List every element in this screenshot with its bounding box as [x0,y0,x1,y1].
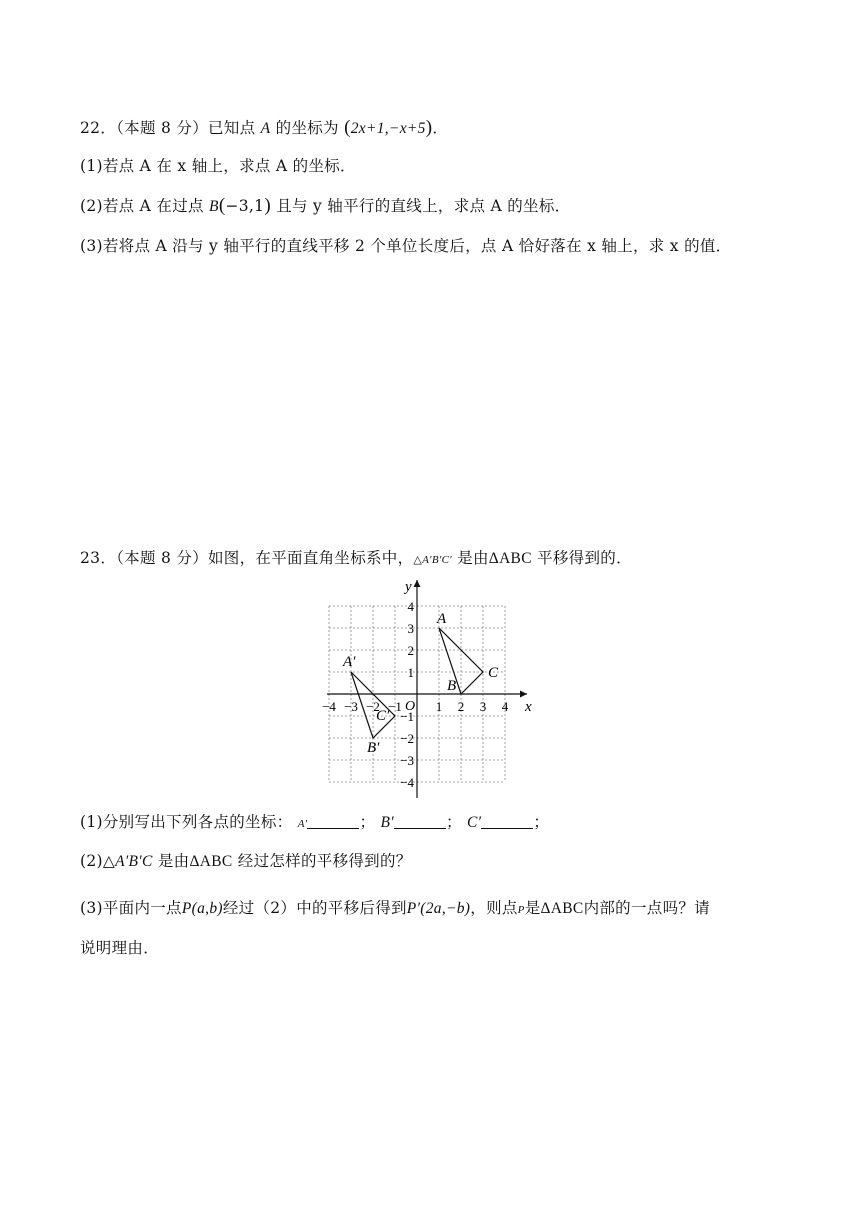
q23-part1-b-label: B′ [380,814,394,831]
q22-part2: (2)若点 A 在过点 B(−3,1) 且与 y 轴平行的直线上，求点 A 的坐标． [80,195,571,216]
triangles [342,611,499,756]
y-tick-label: −2 [400,731,414,746]
vertex-label: B′ [367,740,380,756]
x-axis-label: x [525,699,532,715]
x-tick-label: −1 [388,699,402,714]
vertex-label: A′ [343,654,356,670]
answer-blank-c[interactable] [481,814,533,829]
vertex-label: B [447,678,457,694]
q22-header: 22．（本题 8 分）已知点 A 的坐标为 (2x+1,−x+5)． [80,117,449,138]
x-tick-label: 1 [435,699,443,714]
y-axis-label: y [405,579,412,595]
x-tick-label: −3 [344,699,358,714]
q23-part2-triangle-prime: △A′B′C [102,853,153,870]
q23-part3-continued: 说明理由． [80,939,160,957]
y-tick-label: −4 [400,775,414,790]
q22-part3: (3)若将点 A 沿与 y 轴平行的直线平移 2 个单位长度后，点 A 恰好落在 x 轴上，求 x 的值． [80,237,732,255]
q23-part3-point-p-small: P [517,904,525,916]
x-tick-label: 2 [457,699,465,714]
q23-part1-a-label: A′ [297,818,308,830]
x-tick-label: −2 [366,699,380,714]
q22-part1: (1)若点 A 在 x 轴上，求点 A 的坐标． [80,157,356,175]
q22-coord-text: 的坐标为 [275,119,339,137]
q23-part3-text-b: 经过（2）中的平移后得到 [222,899,407,917]
x-tick-label: 4 [501,699,509,714]
q23-sep-1: ； [359,813,376,831]
vertex-label: C′ [376,708,390,724]
q23-part2-text-c: 经过怎样的平移得到的？ [237,852,412,870]
y-tick-label: 4 [407,599,414,614]
q22-part2-text-b: 且与 y 轴平行的直线上，求点 A 的坐标． [276,197,571,215]
q23-part3-point-p-prime: P′(2a,−b) [406,900,471,917]
q23-part3-triangle: ΔABC [540,900,584,917]
x-axis-arrow [520,691,527,698]
q23-part3-text-c: ，则点 [470,899,518,917]
coordinate-figure [322,576,542,804]
y-axis-arrow [414,580,421,587]
answer-blank-b[interactable] [394,814,446,829]
q23-part2-triangle: ΔABC [189,853,233,870]
q23-header-text-b: 是由 [457,549,489,567]
y-tick-label: −3 [400,753,414,768]
q23-part1-text: (1)分别写出下列各点的坐标： [80,813,293,831]
y-tick-label: 1 [407,665,414,680]
y-tick-label: 2 [407,643,414,658]
y-tick-label: 3 [407,621,414,636]
q23-header-triangle-prime: △A′B′C′ [413,554,452,566]
q23-part3-text-a: (3)平面内一点 [80,899,182,917]
q22-part2-point-b: B [209,198,219,215]
q23-part1 [80,811,549,835]
q22-point-a: A [260,120,271,137]
vertex-label: A [437,611,447,627]
q23-part2-text-b: 是由 [157,852,190,870]
axes [327,579,532,798]
q23-header-text-a: 23．（本题 8 分）如图，在平面直角坐标系中， [80,549,414,567]
y-tick-label: −1 [400,709,414,724]
vertex-label: C [488,665,499,681]
q23-sep-2: ； [445,813,462,831]
x-tick-label: −4 [322,699,336,714]
origin-label: O [405,699,416,714]
q23-header-text-c: 平移得到的． [537,549,632,567]
q23-part3-text-d: 是 [524,899,541,917]
triangle-abc [439,628,483,694]
answer-blank-a[interactable] [307,814,359,829]
q23-part2-text-a: (2) [80,852,103,870]
q23-part1-c-label: C′ [467,814,482,831]
q23-part3 [80,897,710,921]
q22-coord-expr: 2x+1,−x+5 [350,120,426,137]
q23-header-triangle: ΔABC [488,550,532,567]
q22-part2-coord: −3,1 [225,197,265,215]
q23-part3-text-e: 内部的一点吗？请 [583,899,710,917]
q23-header [80,547,632,571]
x-tick-label: 3 [479,699,487,714]
q23-part2 [80,850,412,873]
q22-end: ． [432,119,449,137]
q22-part2-text-a: (2)若点 A 在过点 [80,197,204,215]
q23-part3-point-p: P(a,b) [181,900,223,917]
q22-header-text: 22．（本题 8 分）已知点 [80,119,256,137]
q23-sep-3: ； [533,813,550,831]
